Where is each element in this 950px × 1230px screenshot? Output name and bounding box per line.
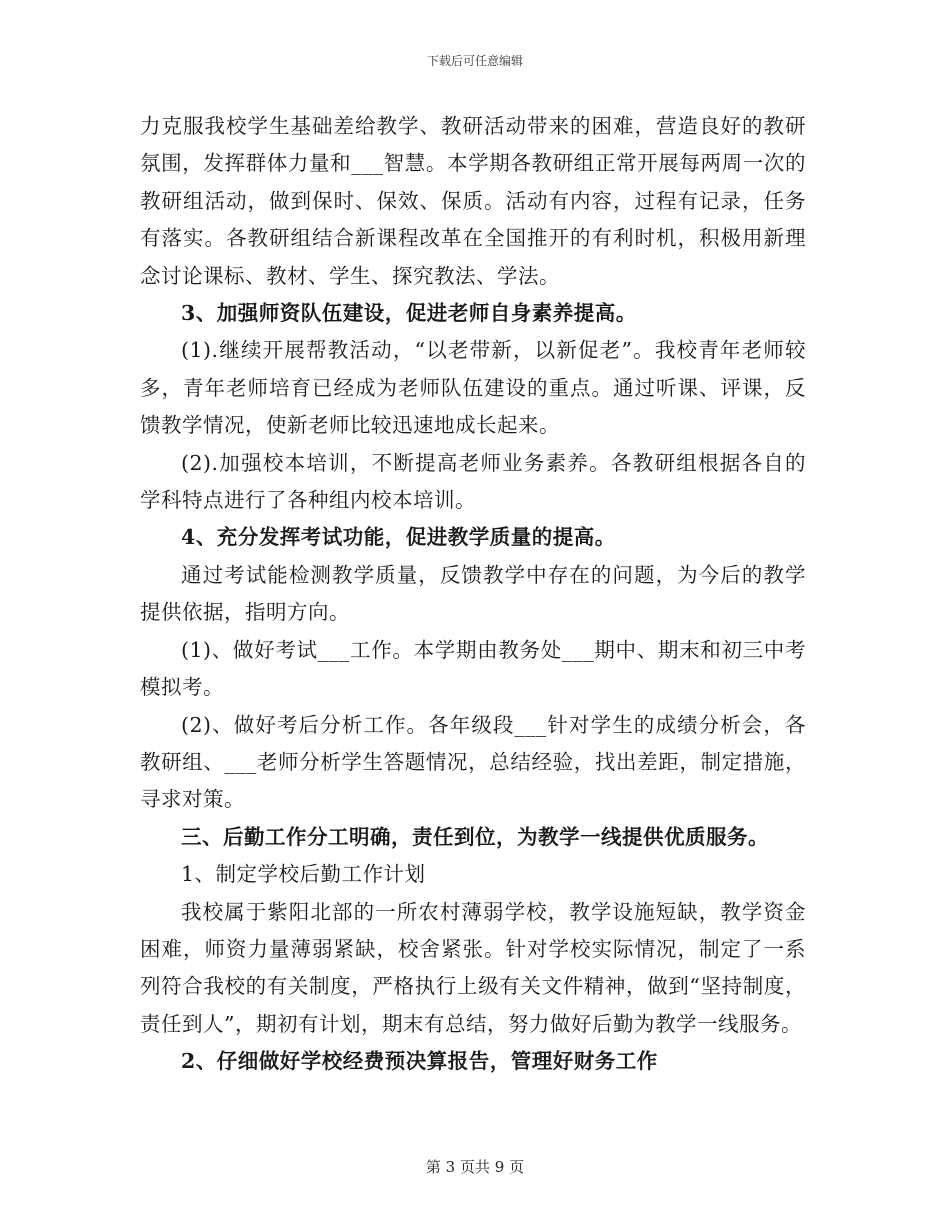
paragraph-exam-item-1: (1)、做好考试___工作。本学期由教务处___期中、期末和初三中考模拟考。	[140, 637, 806, 700]
document-body	[140, 108, 806, 1081]
section-heading-logistics: 三、后勤工作分工明确，责任到位，为教学一线提供优质服务。	[181, 824, 769, 849]
paragraph-exam-item-2: (2)、做好考后分析工作。各年级段___针对学生的成绩分析会，各教研组、___老师分析学生答题情况，总结经验，找出差距，制定措施，寻求对策。	[140, 712, 806, 812]
page-footer: 第 3 页共 9 页	[425, 1158, 525, 1176]
paragraph-continuation: 力克服我校学生基础差给教学、教研活动带来的困难，营造良好的教研氛围，发挥群体力量和___智慧。本学期各教研组正常开展每两周一次的教研组活动，做到保时、保效、保质。活动有内容，过程有记录，任务有落实。各教研组结合新课程改革在全国推开的有利时机，积极用新理念讨论课标、教材、学生、探究教法、学法。	[140, 114, 806, 288]
section-heading-4: 4、充分发挥考试功能，促进教学质量的提高。	[181, 525, 616, 550]
paragraph-logistics-body: 我校属于紫阳北部的一所农村薄弱学校，教学设施短缺，教学资金困难，师资力量薄弱紧缺，校舍紧张。针对学校实际情况，制定了一系列符合我校的有关制度，严格执行上级有关文件精神，做到“坚持制度，责任到人”，期初有计划，期末有总结，努力做好后勤为教学一线服务。	[140, 899, 806, 1036]
subsection-heading-1: 1、制定学校后勤工作计划	[181, 862, 426, 887]
subsection-heading-2: 2、仔细做好学校经费预决算报告，管理好财务工作	[181, 1049, 658, 1074]
paragraph-item-1: (1).继续开展帮教活动，“以老带新，以新促老”。我校青年老师较多，青年老师培育已经成为老师队伍建设的重点。通过听课、评课，反馈教学情况，使新老师比较迅速地成长起来。	[140, 338, 806, 438]
paragraph-exam-intro: 通过考试能检测教学质量，反馈教学中存在的问题，为今后的教学提供依据，指明方向。	[140, 562, 806, 625]
section-heading-3: 3、加强师资队伍建设，促进老师自身素养提高。	[181, 301, 637, 326]
paragraph-item-2: (2).加强校本培训，不断提高老师业务素养。各教研组根据各自的学科特点进行了各种组内校本培训。	[140, 450, 806, 513]
page-header: 下载后可任意编辑	[426, 54, 523, 68]
